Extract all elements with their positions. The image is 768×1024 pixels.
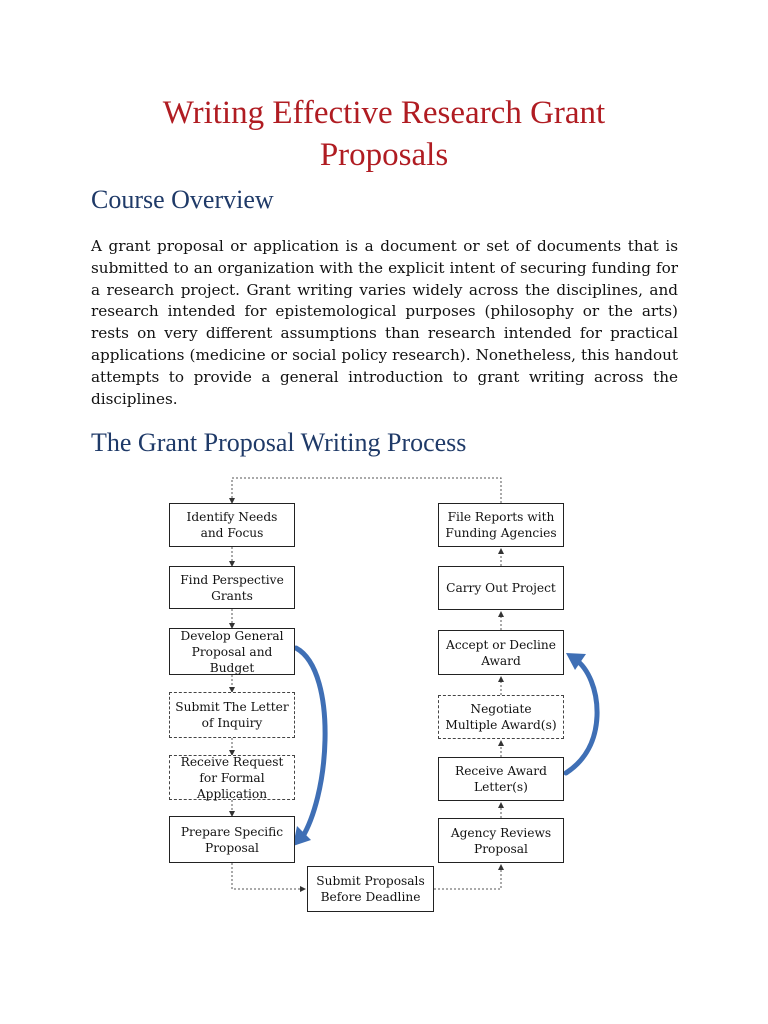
curved-arrow-right [566, 659, 597, 773]
step-agency-reviews [438, 818, 564, 863]
overview-paragraph: A grant proposal or application is a document or set of documents that is submitted to an organization with the explicit intent of securing funding for a research project. Grant writing varies widely across the disciplines, and research intended for epistemological purposes (philosophy or the arts) rests on very different assumptions than research intended for practical applications (medicine or social policy research). Nonetheless, this handout attempts to provide a general introduction to grant writing across the disciplines. [91, 237, 678, 408]
step-find-grants [169, 566, 295, 609]
step-negotiate-awards [438, 695, 564, 739]
step-accept-decline [438, 630, 564, 675]
step-carry-out [438, 566, 564, 610]
curved-arrow-left [296, 648, 325, 838]
step-submit-letter-label: Submit The Letter of Inquiry [175, 700, 289, 730]
step-agency-reviews-label: Agency Reviews Proposal [450, 825, 552, 856]
document-title: Writing Effective Research Grant Proposals [162, 95, 606, 173]
step-prepare-proposal [169, 816, 295, 863]
step-receive-request-label: Receive Request for Formal Application [180, 754, 284, 801]
step-develop-proposal [169, 628, 295, 675]
process-heading: The Grant Proposal Writing Process [91, 428, 467, 457]
step-file-reports-label: File Reports with Funding Agencies [445, 510, 557, 540]
step-submit-proposals [307, 866, 434, 912]
step-submit-proposals-label: Submit Proposals Before Deadline [316, 874, 425, 904]
step-accept-decline-label: Accept or Decline Award [446, 637, 556, 668]
arrow-submit-agency [434, 865, 501, 889]
step-find-grants-label: Find Perspective Grants [180, 572, 284, 603]
step-identify-needs-label: Identify Needs and Focus [186, 510, 278, 540]
loop-connector [232, 478, 501, 503]
step-prepare-proposal-label: Prepare Specific Proposal [180, 824, 284, 855]
step-identify-needs [169, 503, 295, 547]
overview-heading: Course Overview [91, 185, 274, 214]
step-file-reports [438, 503, 564, 547]
step-develop-proposal-label: Develop General Proposal and Budget [180, 628, 284, 675]
step-submit-letter [169, 692, 295, 738]
step-receive-award-label: Receive Award Letter(s) [455, 764, 547, 794]
arrow-prepare-submit [232, 863, 305, 889]
step-carry-out-label: Carry Out Project [446, 581, 556, 595]
step-receive-request [169, 755, 295, 800]
step-receive-award [438, 757, 564, 801]
step-negotiate-awards-label: Negotiate Multiple Award(s) [445, 702, 557, 732]
